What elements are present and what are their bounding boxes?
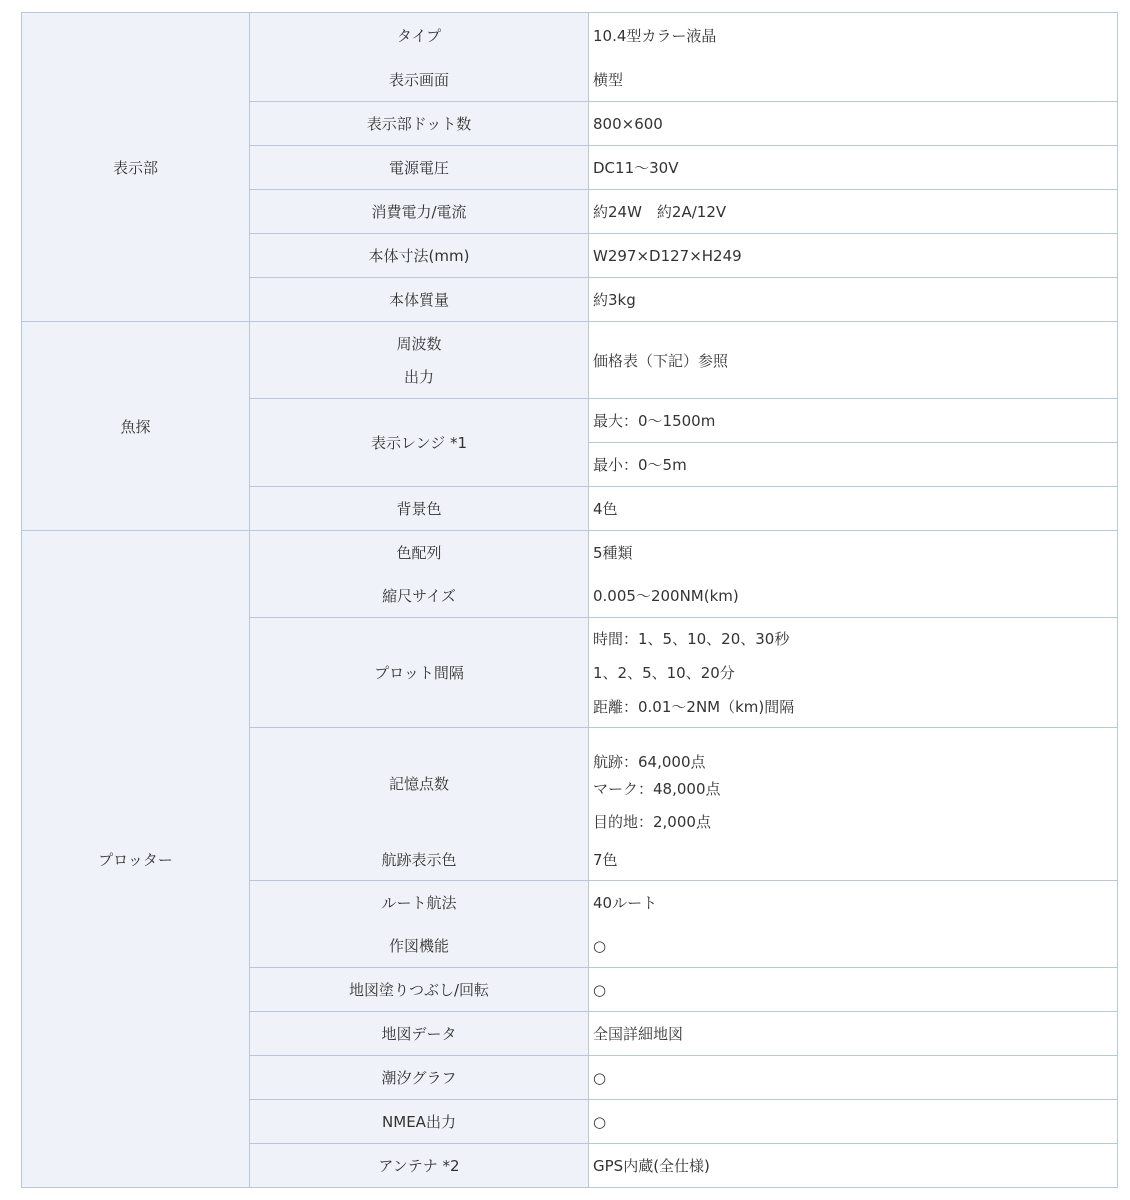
spec-label: 電源電圧 [250,146,589,190]
spec-label: 記憶点数 航跡表示色 [250,728,589,881]
spec-value: GPS内蔵(全仕様) [589,1144,1118,1188]
circle-mark: ○ [589,1056,1118,1100]
circle-mark: ○ [593,936,607,955]
spec-label: 表示部ドット数 [250,102,589,146]
spec-value: 5種類 0.005〜200NM(km) [589,531,1118,618]
spec-value: 最小：0〜5m [589,443,1118,487]
spec-value: 最大：0〜1500m [589,399,1118,443]
category-fishfinder: 魚探 [22,322,250,531]
circle-mark: ○ [589,1100,1118,1144]
spec-label: 本体質量 [250,278,589,322]
spec-label: 地図塗りつぶし/回転 [250,968,589,1012]
spec-label: アンテナ *2 [250,1144,589,1188]
spec-label: 地図データ [250,1012,589,1056]
circle-mark: ○ [589,968,1118,1012]
spec-value: 時間：1、5、10、20、30秒 1、2、5、10、20分 距離：0.01〜2NM（km)間隔 [589,618,1118,728]
spec-value: 航跡：64,000点 マーク：48,000点 目的地：2,000点 7色 [589,728,1118,881]
spec-label: NMEA出力 [250,1100,589,1144]
spec-label: 潮汐グラフ [250,1056,589,1100]
spec-label: タイプ 表示画面 [250,13,589,102]
spec-value: 40ルート ○ [589,881,1118,968]
spec-value: 約3kg [589,278,1118,322]
spec-label: 背景色 [250,487,589,531]
spec-label: 表示レンジ *1 [250,399,589,487]
spec-label: ルート航法 作図機能 [250,881,589,968]
spec-label: 消費電力/電流 [250,190,589,234]
spec-value: 価格表（下記）参照 [589,322,1118,399]
spec-label: 本体寸法(mm) [250,234,589,278]
spec-value: W297×D127×H249 [589,234,1118,278]
spec-table [21,12,1118,1188]
spec-value: 全国詳細地図 [589,1012,1118,1056]
spec-value: 10.4型カラー液晶 横型 [589,13,1118,102]
spec-value: 約24W 約2A/12V [589,190,1118,234]
spec-value: DC11〜30V [589,146,1118,190]
spec-value: 800×600 [589,102,1118,146]
spec-value: 4色 [589,487,1118,531]
spec-label: 周波数 出力 [250,322,589,399]
spec-label: プロット間隔 [250,618,589,728]
category-plotter: プロッター [22,531,250,1188]
category-display: 表示部 [22,13,250,322]
spec-label: 色配列 縮尺サイズ [250,531,589,618]
